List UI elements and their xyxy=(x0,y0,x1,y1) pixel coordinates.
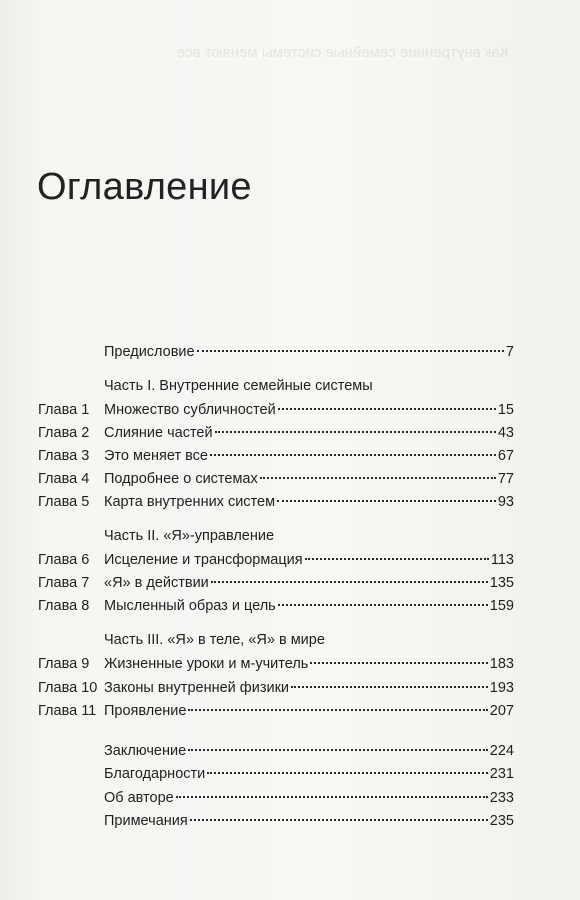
reverse-page-bleed-text: Как внутренние семейные системы меняют все xyxy=(176,44,508,61)
dot-leader xyxy=(190,818,488,821)
page-number: 233 xyxy=(489,790,514,806)
chapter-number: Глава 3 xyxy=(38,448,90,464)
page-number: 231 xyxy=(489,766,514,782)
entry-line xyxy=(104,740,514,762)
toc-entry xyxy=(0,677,580,699)
toc-entry xyxy=(0,740,580,762)
toc-entry xyxy=(0,549,580,571)
chapter-number: Глава 10 xyxy=(38,680,98,696)
chapter-number: Глава 2 xyxy=(38,425,90,441)
entry-title: Мысленный образ и цель xyxy=(104,598,276,614)
part-title: Часть I. Внутренние семейные системы xyxy=(104,378,373,394)
part-title: Часть III. «Я» в теле, «Я» в мире xyxy=(104,632,325,648)
dot-leader xyxy=(260,476,496,479)
entry-line xyxy=(104,422,514,444)
dot-leader xyxy=(278,603,488,606)
entry-title: Подробнее о системах xyxy=(104,471,258,487)
entry-title: Слияние частей xyxy=(104,425,213,441)
entry-title: Примечания xyxy=(104,813,188,829)
entry-title: Проявление xyxy=(104,703,187,719)
toc-entry xyxy=(0,399,580,421)
toc-part-heading xyxy=(0,525,580,547)
toc-entry xyxy=(0,341,580,363)
toc-entry xyxy=(0,763,580,785)
dot-leader xyxy=(188,708,487,711)
entry-line xyxy=(104,787,514,809)
dot-leader xyxy=(188,748,488,751)
entry-line xyxy=(104,341,514,363)
entry-title: Заключение xyxy=(104,743,187,759)
dot-leader xyxy=(176,795,488,798)
page-number: 15 xyxy=(497,402,514,418)
entry-title: Законы внутренней физики xyxy=(104,680,290,696)
page-number: 135 xyxy=(489,575,514,591)
toc-entry xyxy=(0,445,580,467)
page-number: 235 xyxy=(489,813,514,829)
toc-entry xyxy=(0,468,580,490)
dot-leader xyxy=(310,661,487,664)
chapter-number: Глава 7 xyxy=(38,575,90,591)
page-number: 67 xyxy=(497,448,514,464)
page-number: 207 xyxy=(489,703,514,719)
page-number: 93 xyxy=(497,494,514,510)
dot-leader xyxy=(278,407,496,410)
part-title: Часть II. «Я»-управление xyxy=(104,528,275,544)
entry-line xyxy=(104,549,514,571)
toc-entry xyxy=(0,700,580,722)
dot-leader xyxy=(291,685,488,688)
dot-leader xyxy=(211,580,488,583)
entry-line xyxy=(104,653,514,675)
entry-line xyxy=(104,572,514,594)
entry-line xyxy=(104,445,514,467)
dot-leader xyxy=(215,430,496,433)
chapter-number: Глава 5 xyxy=(38,494,90,510)
page-number: 113 xyxy=(490,552,514,568)
chapter-number: Глава 4 xyxy=(38,471,90,487)
toc-entry xyxy=(0,422,580,444)
dot-leader xyxy=(277,499,496,502)
toc-entry xyxy=(0,653,580,675)
entry-title: Карта внутренних систем xyxy=(104,494,276,510)
entry-title: Жизненные уроки и м-учитель xyxy=(104,656,309,672)
toc-entry xyxy=(0,491,580,513)
page-number: 43 xyxy=(497,425,514,441)
toc-entry xyxy=(0,595,580,617)
page-number: 77 xyxy=(497,471,514,487)
page-number: 7 xyxy=(505,344,514,360)
chapter-number: Глава 1 xyxy=(38,402,90,418)
dot-leader xyxy=(197,349,504,352)
chapter-number: Глава 6 xyxy=(38,552,90,568)
dot-leader xyxy=(305,557,489,560)
page-number: 193 xyxy=(489,680,514,696)
entry-title: Предисловие xyxy=(104,344,195,360)
page-number: 183 xyxy=(489,656,514,672)
chapter-number: Глава 8 xyxy=(38,598,90,614)
toc-entry xyxy=(0,787,580,809)
entry-title: Это меняет все xyxy=(104,448,208,464)
chapter-number: Глава 11 xyxy=(38,703,97,719)
toc-entry xyxy=(0,572,580,594)
toc-part-heading xyxy=(0,629,580,651)
dot-leader xyxy=(210,453,496,456)
entry-line xyxy=(104,468,514,490)
entry-title: Множество субличностей xyxy=(104,402,276,418)
toc-part-heading xyxy=(0,375,580,397)
entry-title: Об авторе xyxy=(104,790,174,806)
page-title: Оглавление xyxy=(37,166,252,208)
entry-line xyxy=(104,700,514,722)
entry-title: «Я» в действии xyxy=(104,575,209,591)
page-number: 224 xyxy=(489,743,514,759)
chapter-number: Глава 9 xyxy=(38,656,90,672)
entry-line xyxy=(104,810,514,832)
entry-line xyxy=(104,399,514,421)
entry-title: Исцеление и трансформация xyxy=(104,552,303,568)
entry-line xyxy=(104,677,514,699)
page-number: 159 xyxy=(489,598,514,614)
entry-line xyxy=(104,763,514,785)
toc-entry xyxy=(0,810,580,832)
entry-line xyxy=(104,595,514,617)
dot-leader xyxy=(207,771,488,774)
entry-line xyxy=(104,491,514,513)
entry-title: Благодарности xyxy=(104,766,206,782)
